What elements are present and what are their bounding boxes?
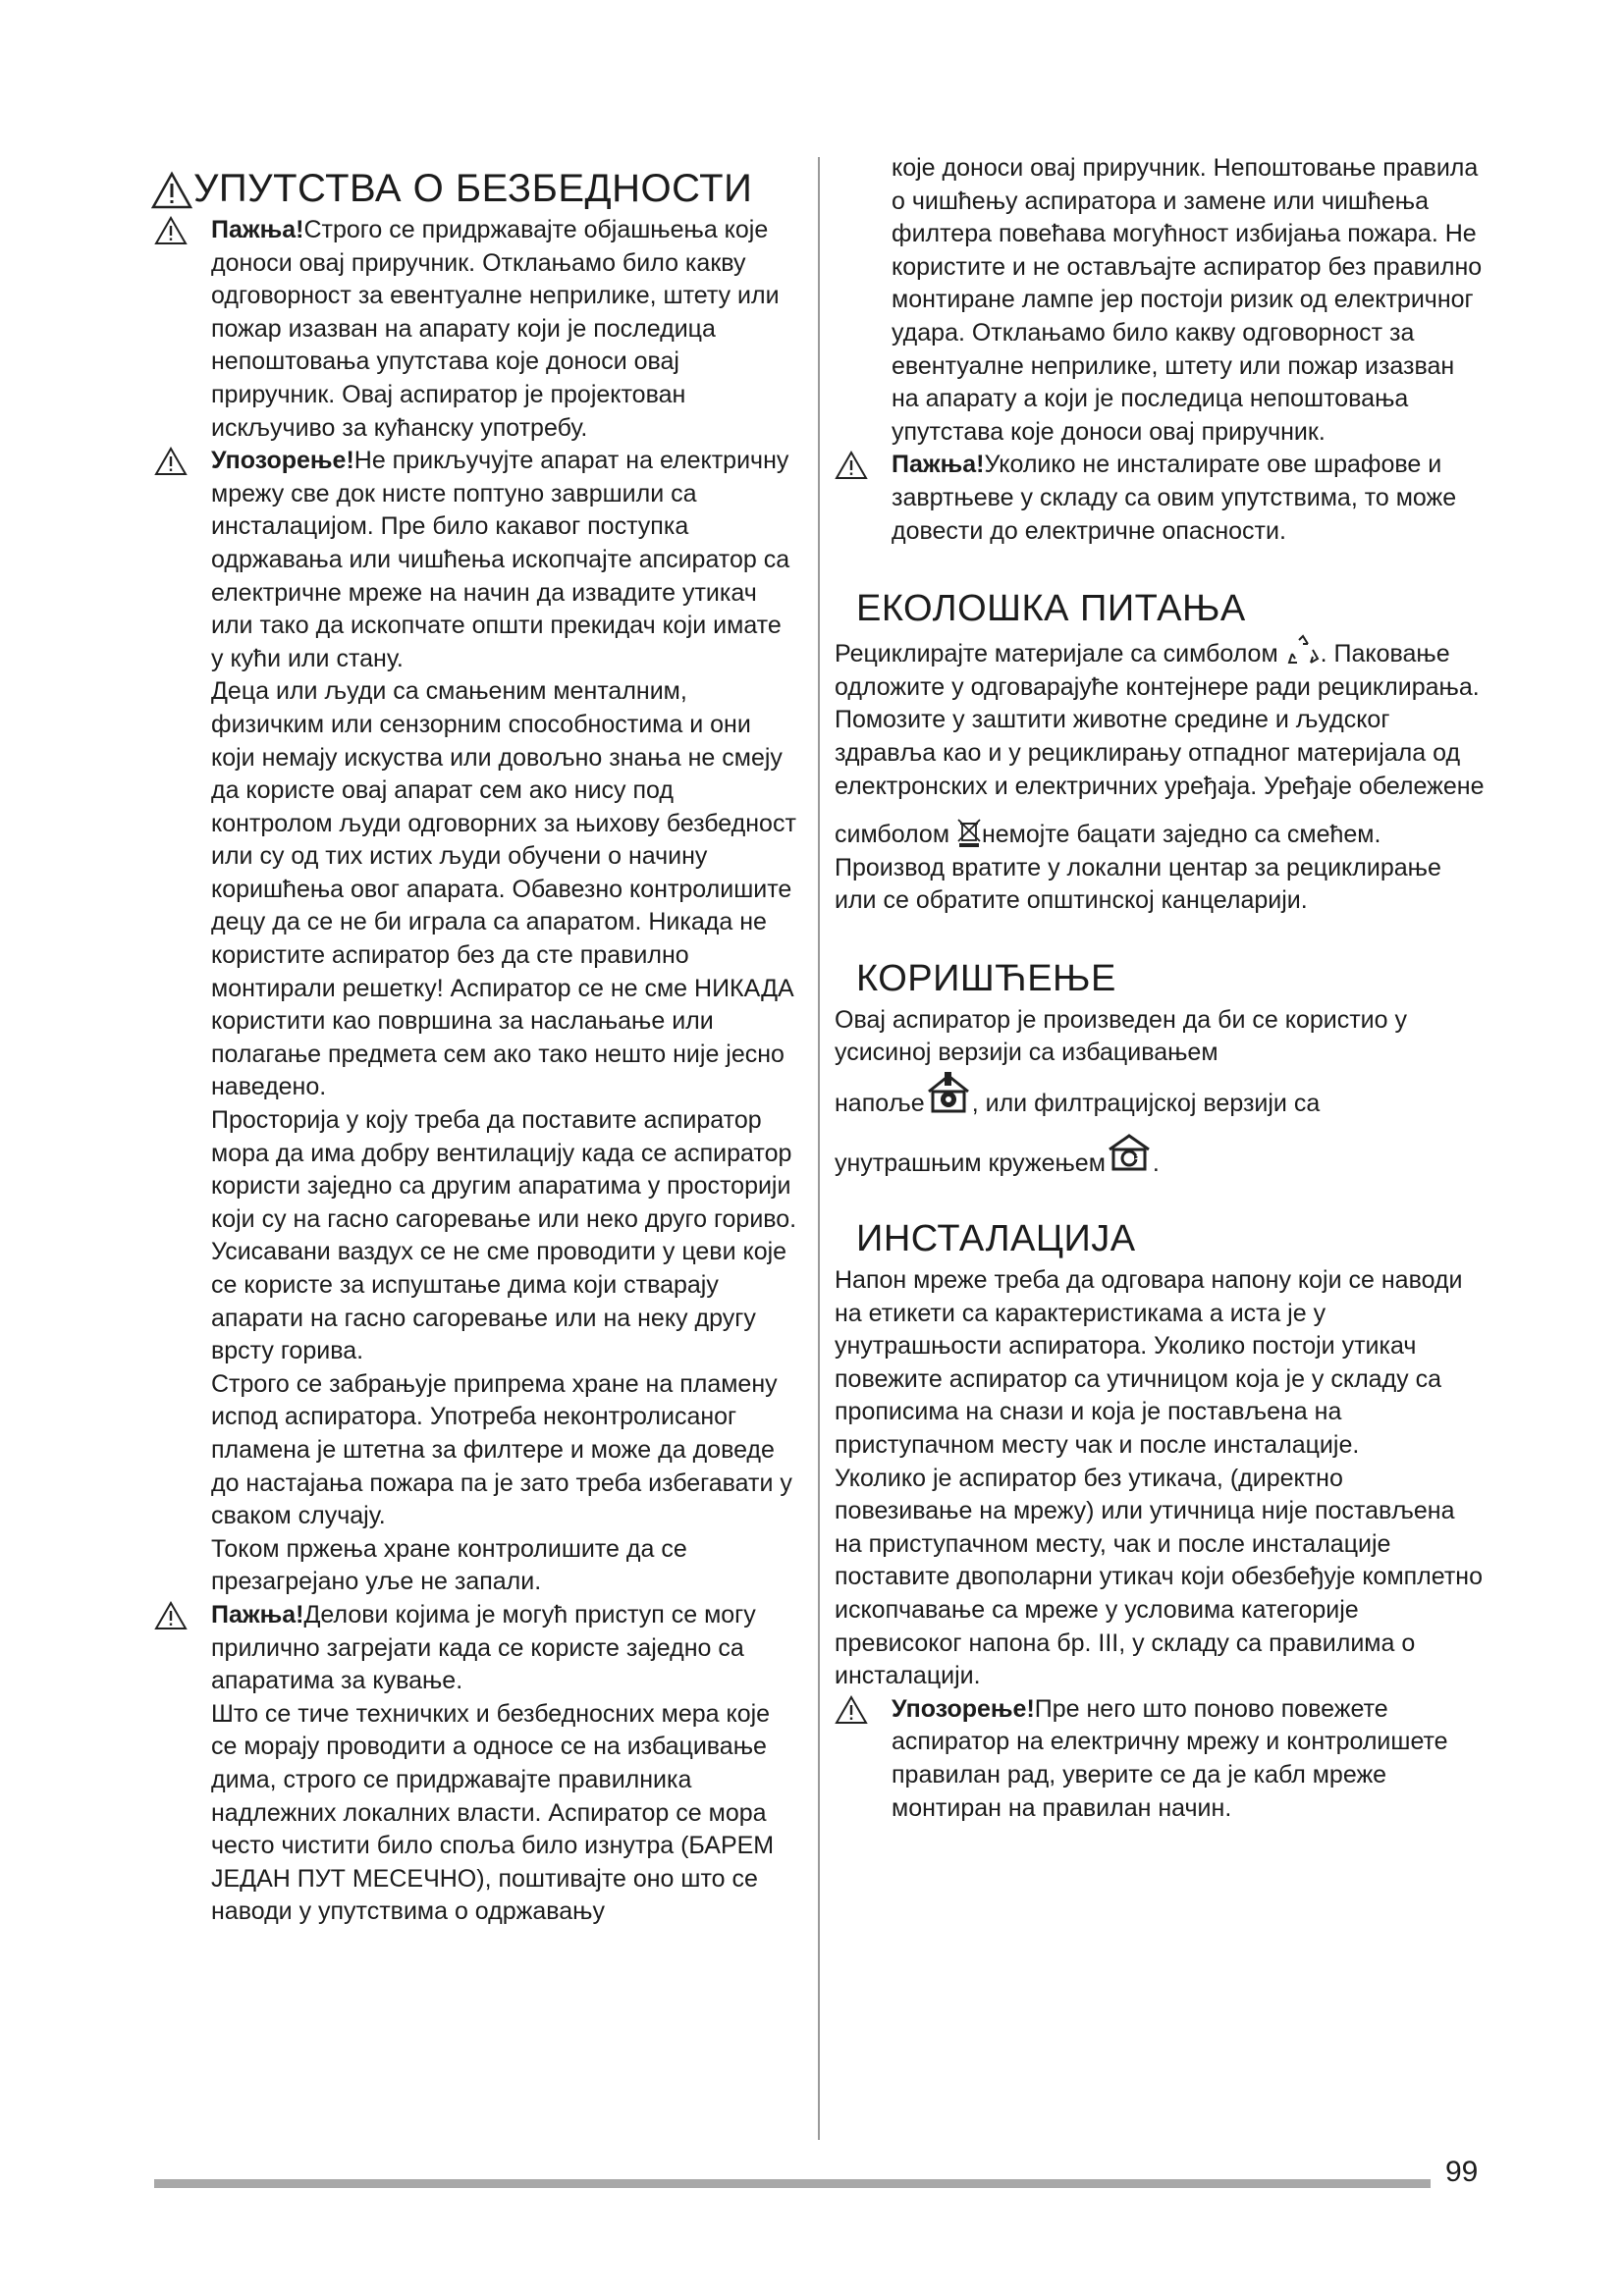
- warning-label: Упозорење!: [211, 447, 354, 475]
- use-text-2a: напоље: [835, 1090, 925, 1118]
- warning-icon: [835, 451, 868, 480]
- warning-icon: [835, 1695, 868, 1725]
- warning-attention-4: [835, 449, 1488, 548]
- eco-text-1b: . Паковање одложите у одговарајуће контејнере ради рециклирања.: [835, 640, 1480, 701]
- eco-text-2a: Помозите у заштити животне средине и људског здравља као и у рециклирању отпадног материјала од електронских и електричних уређаја. Уређаје обележене: [835, 706, 1485, 800]
- eco-text-1a: Рециклирајте материјале са симболом: [835, 640, 1278, 668]
- use-paragraph-1: Овај аспиратор је произведен да би се користио у усисиној верзији са избацивањем: [835, 1005, 1407, 1067]
- eco-paragraph-3: [835, 817, 1488, 918]
- page-number: 99: [1445, 2156, 1479, 2188]
- warning-label: Упозорење!: [892, 1694, 1035, 1723]
- install-heading: ИНСТАЛАЦИЈА: [856, 1218, 1136, 1260]
- paragraph-frying: Током пржења хране контролишите да се презагрејано уље не запали.: [211, 1534, 687, 1596]
- warning-text: Уколико не инсталирате ове шрафове и завртњеве у складу са овим упутствима, то може довести до електричне опасности.: [892, 451, 1457, 545]
- warning-icon: [154, 1601, 188, 1630]
- right-column: [835, 152, 1488, 1825]
- warning-text: Пре него што поново повежете аспиратор на електричну мрежу и контролишете правилан рад, уверите се да је кабл мреже монтиран на правилан начин.: [892, 1694, 1448, 1822]
- use-text-3a: унутрашњим кружењем: [835, 1149, 1106, 1178]
- install-paragraph-1: Напон мреже треба да одговара напону који се наводи на етикети са карактеристикама а иста је у унутрашњости аспиратора. Уколико постоји утикач повежите аспиратор са утичницом која је у складу са прописима на снази и која је постављена на приступачном месту чак и после инсталације.: [835, 1266, 1463, 1460]
- warning-icon: [150, 171, 193, 210]
- safety-heading: [150, 167, 798, 210]
- paragraph-children: Деца или људи са смањеним менталним, физичким или сензорним способностима и они који немају искуства или довољно знања не смеју да користе овај апарат сем ако нису под контролом људи одговорних за њихову безбедност или су од тих истих људи обучени о начину коришћења овог апарата. Обавезно контролишите децу да се не би играла са апаратом. Никада не користите аспиратор без да сте правилно монтирали решетку! Аспиратор се не сме НИКАДА користити као површина за наслањање или полагање предмета сем ако тако нешто није јесно наведено.: [211, 677, 796, 1101]
- recycle-icon: [1285, 634, 1321, 667]
- footer-rule: [154, 2179, 1431, 2188]
- paragraph-room-ventilation: Просторија у коју треба да поставите аспиратор мора да има добру вентилацију када се аспиратор користи заједно са другим апаратима у просторији који су на гасно сагоревање или неко друго гориво.: [211, 1106, 797, 1233]
- warning-text: Не прикључујте апарат на електричну мрежу све док нисте поптуно завршили са инсталацијом. Пре било какавог поступка одржавања или чишћења ископчајте апсиратор са електричне мреже на начин да извадите утикач или тако да ископчате општи прекидач који имате у кући или стану.: [211, 447, 790, 672]
- warning-label: Пажња!: [211, 216, 304, 243]
- paragraph-continued: које доноси овај приручник. Непоштовање правила о чишћењу аспиратора и замене или чишћења филтера повећава могућност избијања пожара. Не користите и не остављајте аспиратор без правилно монтиране лампе јер постоји ризик од електричног удара. Отклањамо било какву одговорност за евентуалне неприлике, штету или пожар изазван на апарату а који је последица непоштовања упутстава које доноси овај приручник.: [892, 154, 1483, 446]
- left-column: [154, 167, 798, 1929]
- recirculation-mode-icon: [1106, 1132, 1153, 1173]
- eco-text-2b: симболом: [835, 821, 950, 849]
- warning-label: Пажња!: [892, 451, 985, 479]
- use-text-2b: , или филтрацијској верзији са: [971, 1090, 1321, 1118]
- warning-text: Делови којима је могућ приступ се могу прилично загрејати када се користе заједно са апаратима за кување.: [211, 1600, 756, 1695]
- use-paragraph-3: [835, 1132, 1488, 1192]
- warning-caution-2: [154, 445, 798, 675]
- eco-paragraph-2: [835, 704, 1488, 803]
- warning-icon: [154, 216, 188, 245]
- warning-attention-1: [154, 214, 798, 445]
- paragraph-flame: Строго се забрањује припрема хране на пламену испод аспиратора. Употреба неконтролисаног пламена је штетна за филтере и може да доведе до настајања пожара па је зато треба избегавати у сваком случају.: [211, 1369, 792, 1530]
- warning-text: Строго се придржавајте објашњења које доноси овај приручник. Отклањамо било какву одговорност за евентуалне неприлике, штету или пожар изазван на апарату који је последица непоштовања упутстава које доноси овај приручник. Овај аспиратор је пројектован искључиво за кућанску употребу.: [211, 216, 780, 442]
- warning-attention-3: [154, 1599, 798, 1698]
- warning-icon: [154, 447, 188, 476]
- eco-heading: ЕКОЛОШКА ПИТАЊА: [856, 588, 1246, 630]
- safety-heading-text: УПУТСТВА О БЕЗБЕДНОСТИ: [193, 167, 753, 210]
- weee-bin-icon: [956, 817, 982, 848]
- paragraph-air-exhaust: Усисавани ваздух се не сме проводити у цеви које се користе за испуштање дима који стварају апарати на гасно сагоревање или на неку другу врсту горива.: [211, 1238, 787, 1365]
- use-heading: КОРИШЋЕЊЕ: [856, 957, 1116, 999]
- eco-text-2c: немојте бацати заједно са смећем. Производ вратите у локални центар за рециклирање или се обратите општинској канцеларији.: [835, 821, 1441, 915]
- use-text-3b: .: [1152, 1149, 1160, 1178]
- paragraph-technical: Што се тиче техничких и безбедносних мера које се морају проводити а односе се на избацивање дима, строго се придржавајте правилника надлежних локалних власти. Аспиратор се мора често чистити било споља било изнутра (БАРЕМ ЈЕДАН ПУТ МЕСЕЧНО), поштивајте оно што се наводи у упутствима о одржавању: [211, 1699, 775, 1926]
- use-paragraph-2: [835, 1070, 1488, 1132]
- install-paragraph-2: Уколико је аспиратор без утикача, (директно повезивање на мрежу) или утичница није постављена на приступачном месту, чак и после инсталације поставите двополарни утикач који обезбеђује комплетно ископчавање са мреже у условима категорије превисоког напона бр. III, у складу са правилима о инсталацији.: [835, 1464, 1483, 1690]
- extraction-mode-icon: [925, 1070, 972, 1115]
- warning-label: Пажња!: [211, 1600, 304, 1629]
- column-divider: [818, 157, 820, 2140]
- eco-paragraph-1: [835, 634, 1488, 704]
- warning-caution-5: [835, 1693, 1488, 1825]
